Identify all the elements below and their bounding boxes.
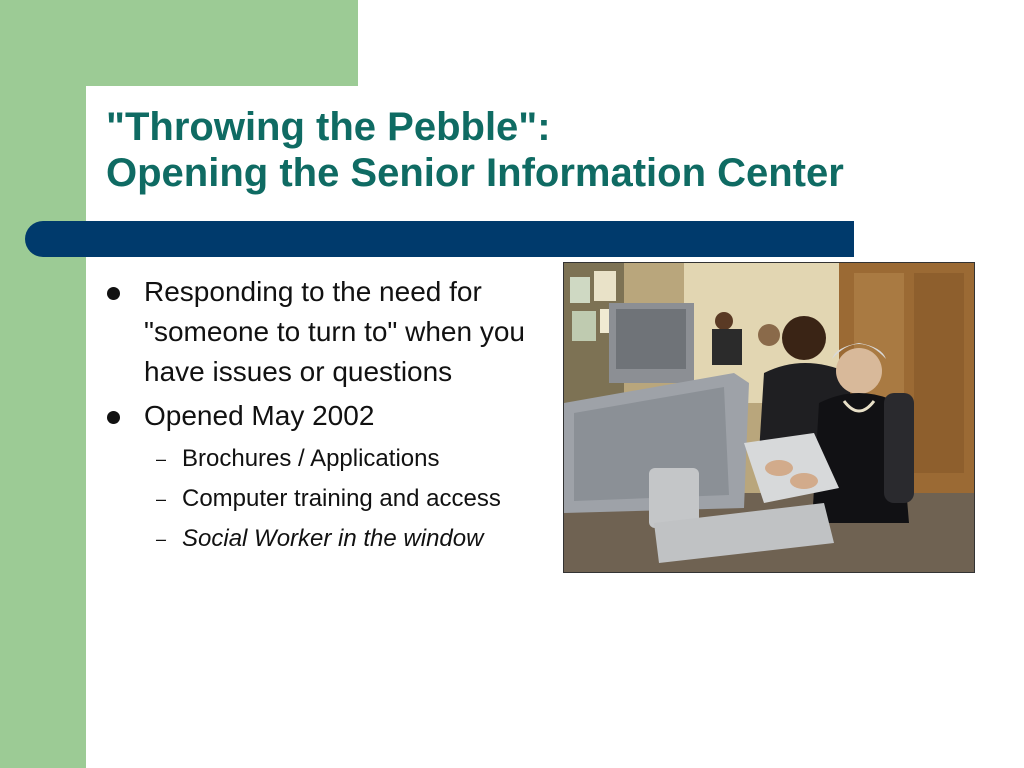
dash-icon: – <box>156 449 167 469</box>
sub-bullet-item <box>104 522 512 556</box>
green-accent-left <box>0 0 86 768</box>
sub-bullet-text: Computer training and access <box>182 485 501 512</box>
bullet-dot-icon <box>107 411 120 424</box>
slide-title <box>106 104 844 196</box>
bullet-list <box>104 272 544 556</box>
photo-seniors-at-computer <box>563 262 975 573</box>
bullet-item <box>104 396 544 436</box>
dash-icon: – <box>156 489 167 509</box>
photo-illustration <box>564 263 974 572</box>
sub-bullet-text: Brochures / Applications <box>182 445 440 472</box>
sub-bullet-item <box>104 442 512 476</box>
bullet-dot-icon <box>107 287 120 300</box>
bullet-text: Responding to the need for "someone to turn to" when you have issues or questions <box>144 276 525 387</box>
sub-bullet-text: Social Worker in the window <box>182 525 484 552</box>
slide-title-line-2: Opening the Senior Information Center <box>106 151 844 195</box>
sub-bullet-item <box>104 482 512 516</box>
bullet-text: Opened May 2002 <box>144 400 375 431</box>
slide-title-line-1: "Throwing the Pebble": <box>106 105 551 149</box>
bullet-item <box>104 272 544 392</box>
title-divider-bar <box>25 221 854 257</box>
dash-icon: – <box>156 529 167 549</box>
